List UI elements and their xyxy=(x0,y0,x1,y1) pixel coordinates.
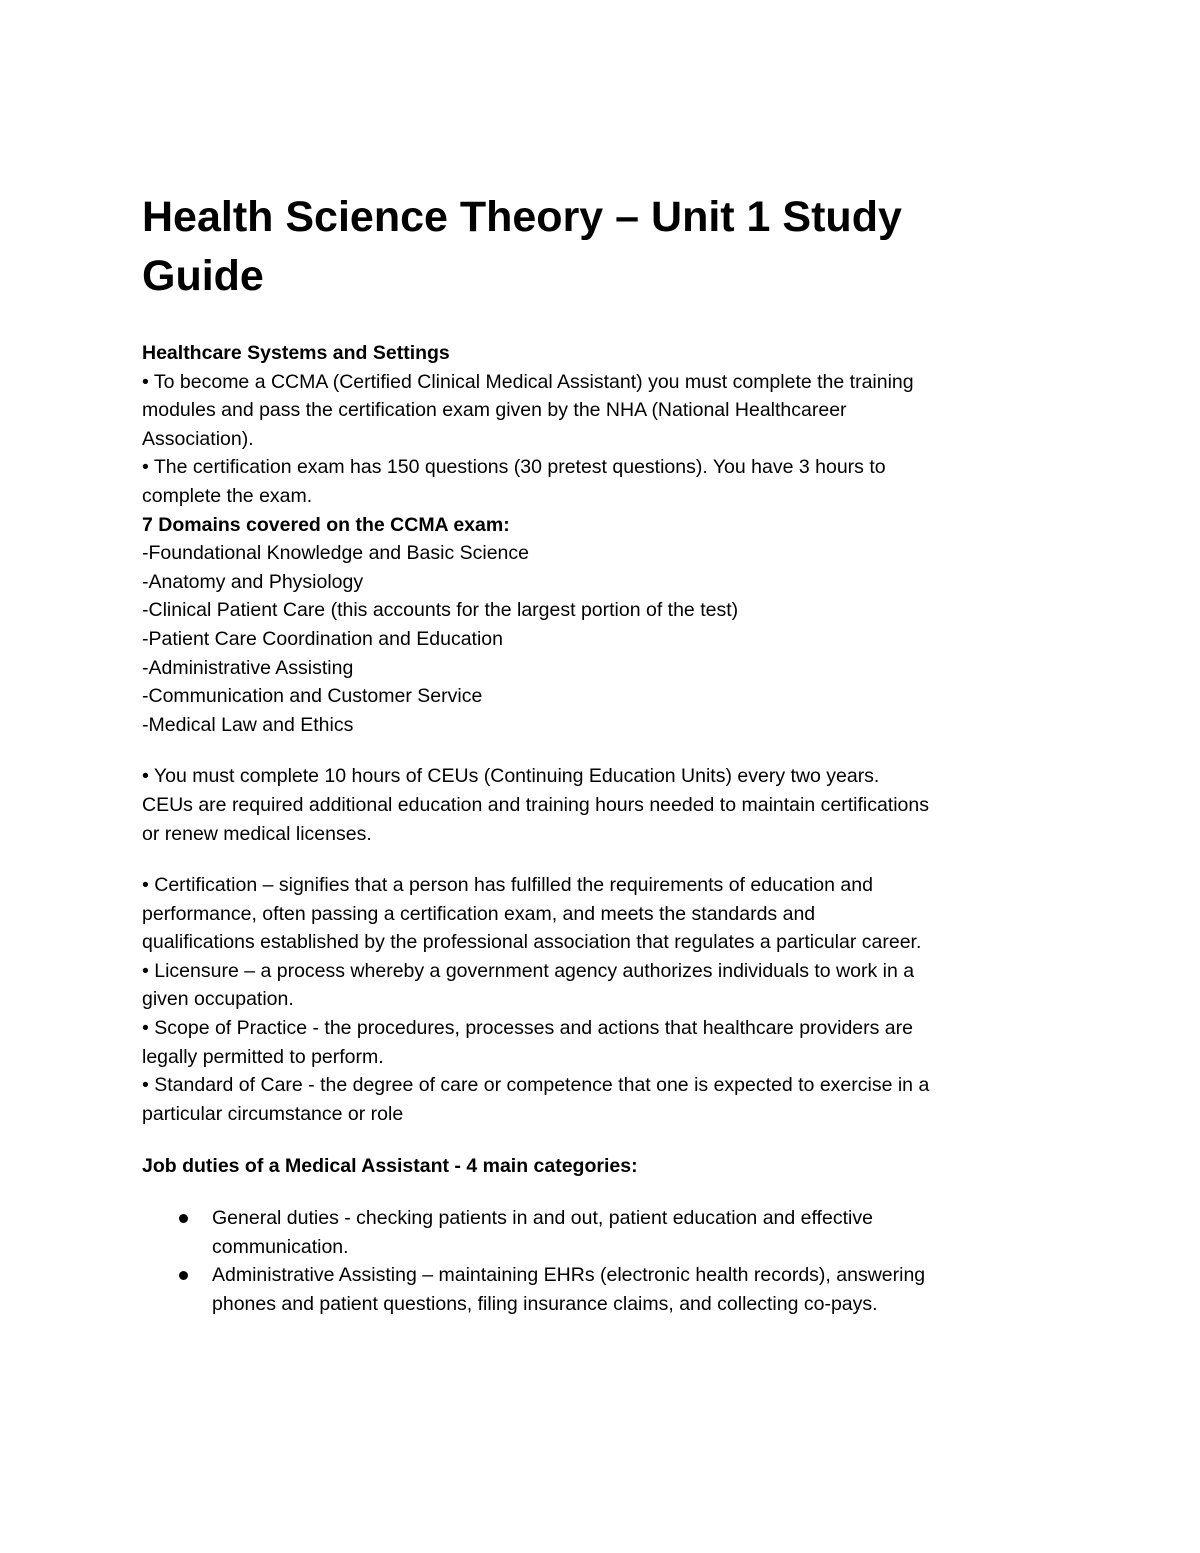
duties-list xyxy=(142,1204,932,1318)
domains-list xyxy=(142,539,932,739)
page-title: Health Science Theory – Unit 1 Study Guide xyxy=(142,193,902,300)
section-heading-healthcare-systems: Healthcare Systems and Settings xyxy=(142,342,450,364)
domain-item: -Patient Care Coordination and Education xyxy=(142,627,503,650)
bullet-icon xyxy=(179,1271,188,1280)
list-item xyxy=(142,1261,932,1318)
paragraph-scope-of-practice: • Scope of Practice - the procedures, processes and actions that healthcare providers are legally permitted to perform. xyxy=(142,1017,913,1068)
paragraph-licensure: • Licensure – a process whereby a government agency authorizes individuals to work in a given occupation. xyxy=(142,959,915,1011)
duty-text: General duties - checking patients in and out, patient education and effective communication. xyxy=(212,1207,873,1258)
paragraph-certification: • Certification – signifies that a person has fulfilled the requirements of education and performance, often passing a certification exam, and meets the standards and qualifications established by the professional association that regulates a particular career. xyxy=(142,874,922,954)
duties-heading: Job duties of a Medical Assistant - 4 main categories: xyxy=(142,1155,638,1178)
domain-item: -Medical Law and Ethics xyxy=(142,713,354,736)
paragraph-exam-details: • The certification exam has 150 questions (30 pretest questions). You have 3 hours to complete the exam. xyxy=(142,456,886,507)
list-item xyxy=(142,1204,932,1261)
domain-item: -Foundational Knowledge and Basic Science xyxy=(142,542,530,565)
paragraph-ccma-requirements: • To become a CCMA (Certified Clinical Medical Assistant) you must complete the training modules and pass the certification exam given by the NHA (National Healthcareer Association). xyxy=(142,370,914,450)
domains-heading: 7 Domains covered on the CCMA exam: xyxy=(142,513,510,536)
bullet-icon xyxy=(179,1214,188,1223)
document-page xyxy=(142,188,932,1318)
domain-item: -Communication and Customer Service xyxy=(142,685,483,708)
paragraph-ceu: • You must complete 10 hours of CEUs (Continuing Education Units) every two years. CEUs are required additional education and training hours needed to maintain certifications or renew medical licenses. xyxy=(142,765,929,845)
paragraph-standard-of-care: • Standard of Care - the degree of care or competence that one is expected to exercise in a particular circumstance or role xyxy=(142,1074,930,1125)
domain-item: -Administrative Assisting xyxy=(142,656,354,679)
domain-item: -Clinical Patient Care (this accounts for the largest portion of the test) xyxy=(142,599,739,622)
duty-text: Administrative Assisting – maintaining EHRs (electronic health records), answering phones and patient questions, filing insurance claims, and collecting co-pays. xyxy=(212,1264,926,1315)
domain-item: -Anatomy and Physiology xyxy=(142,570,364,593)
